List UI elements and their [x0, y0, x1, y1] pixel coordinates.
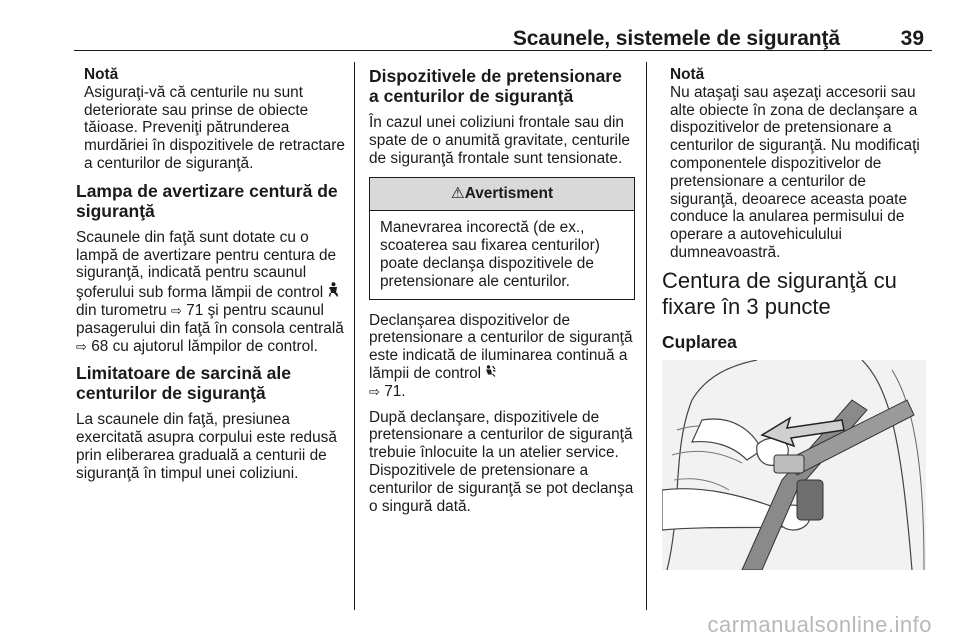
- column-divider: [646, 62, 647, 610]
- warning-title: Avertisment: [464, 185, 554, 203]
- text-span: Scaunele din faţă sunt dotate cu o lampă de avertizare pentru centura de siguranţă, indicată pentru scaunul şoferului sub forma lămpii de control: [76, 228, 337, 302]
- warning-box: [369, 177, 635, 299]
- seatbelt-warning-icon: [328, 284, 339, 301]
- text-span: şi pentru scaunul pasagerului din faţă în consola centrală: [76, 301, 344, 337]
- paragraph: În cazul unei coliziuni frontale sau din spate de o anumită gravitate, centurile de siguranţă frontale sunt tensionate.: [369, 114, 630, 167]
- reference-arrow-icon: ⇨: [76, 338, 87, 354]
- column-1: [76, 66, 346, 491]
- subsection-heading: Cuplarea: [662, 331, 737, 352]
- page-header: [74, 0, 932, 51]
- text-span: Declanşarea dispozitivelor de pretensionare a centurilor de siguranţă este indicată de iluminarea continuă a lămpii de control: [369, 311, 633, 382]
- column-3: [662, 66, 928, 365]
- warning-text: Manevrarea incorectă (de ex., scoaterea sau fixarea centurilor) poate declanşa dispozitivele de pretensionare ale centurilor.: [380, 219, 600, 290]
- note-box: [670, 66, 928, 262]
- reference-arrow-icon: ⇨: [170, 302, 182, 318]
- paragraph: [369, 312, 635, 401]
- paragraph: [76, 229, 346, 356]
- paragraph: La scaunele din faţă, presiunea exercitată asupra corpului este redusă prin eliberarea graduală a centurii de siguranţă în timpul unei coliziuni.: [76, 411, 337, 482]
- page-reference[interactable]: 71.: [384, 382, 406, 400]
- note-text: Asiguraţi-vă că centurile nu sunt deteriorate sau prinse de obiecte tăioase. Preveniţi pătrunderea murdăriei în dispozitivele de retractare a centurilor de siguranţă.: [84, 83, 345, 172]
- seatbelt-buckling-illustration: [662, 360, 926, 570]
- header-title: Scaunele, sistemele de siguranţă: [512, 27, 840, 50]
- page-reference[interactable]: 68: [91, 337, 109, 355]
- warning-header: [370, 178, 634, 211]
- column-2: [369, 66, 635, 523]
- warning-icon: ⚠: [450, 185, 465, 203]
- paragraph: După declanşare, dispozitivele de pretensionare a centurilor de siguranţă trebuie înlocuite la un atelier service. Dispozitivele de pretensionare a centurilor de siguranţă se pot declanşa o singură dată.: [369, 408, 634, 515]
- text-span: cu ajutorul lămpilor de control.: [112, 337, 318, 355]
- page-reference[interactable]: 71: [186, 301, 204, 319]
- note-box: [84, 66, 346, 173]
- column-divider: [354, 62, 355, 610]
- note-text: Nu ataşaţi sau aşezaţi accesorii sau alte obiecte în zona de declanşare a dispozitivelor de pretensionare a centurilor de siguranţă. Nu modificaţi componentele dispozitivelor de pretensionare a centurilor de siguranţă, deoarece aceasta poate conduce la anularea permisului de operare a autovehiculului dumneavoastră.: [670, 83, 920, 261]
- note-title: Notă: [670, 66, 705, 83]
- watermark: carmanualsonline.info: [707, 612, 932, 637]
- section-heading: Limitatoare de sarcină ale centurilor de siguranţă: [76, 363, 291, 404]
- pretensioner-icon: [485, 365, 496, 382]
- note-title: Notă: [84, 66, 119, 83]
- chapter-heading: Centura de siguranţă cu fixare în 3 puncte: [662, 267, 897, 319]
- section-heading: Lampa de avertizare centură de siguranţă: [76, 180, 338, 221]
- text-span: din turometru: [76, 301, 167, 319]
- reference-arrow-icon: ⇨: [369, 383, 380, 399]
- page-number: 39: [900, 27, 924, 50]
- section-heading: Dispozitivele de pretensionare a centurilor de siguranţă: [369, 66, 622, 106]
